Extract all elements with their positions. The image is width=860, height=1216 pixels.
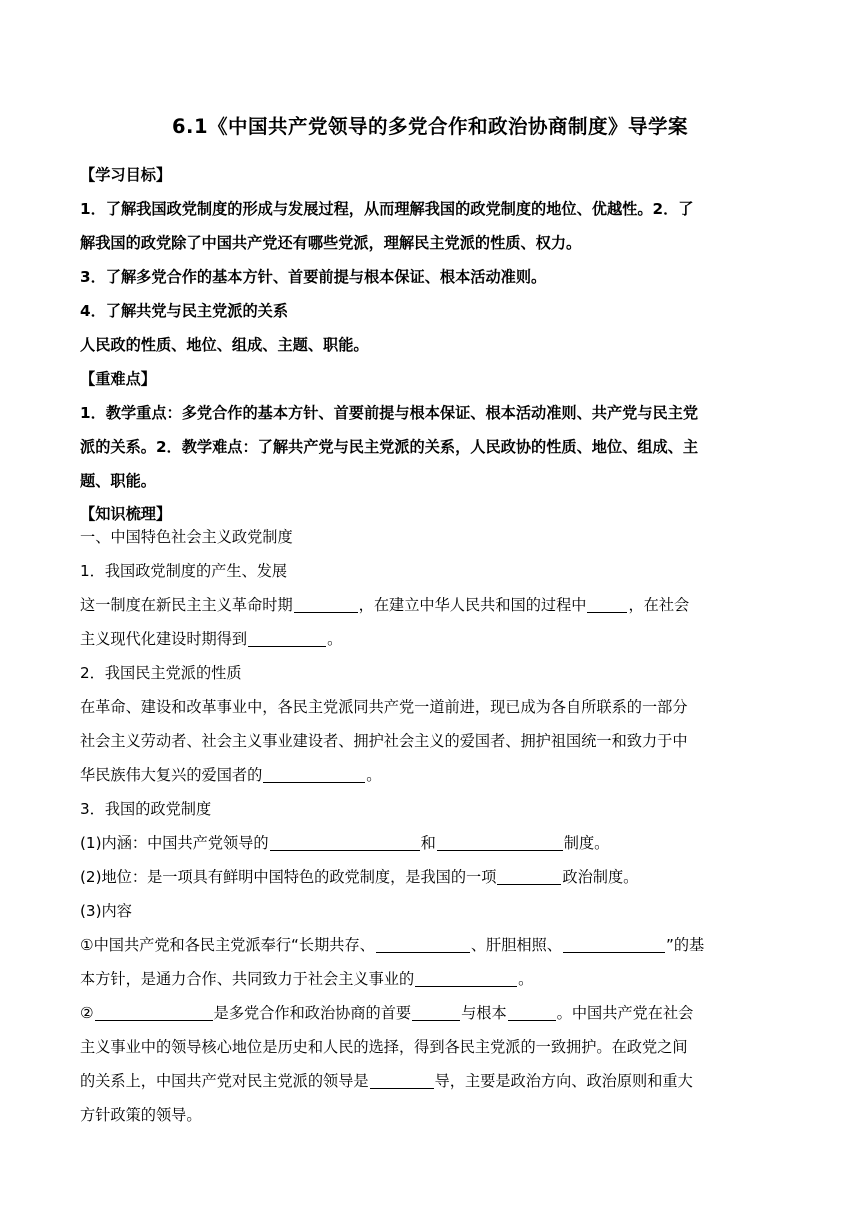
key-points-line-2: 派的关系。2．教学难点：了解共产党与民主党派的关系，人民政协的性质、地位、组成、主	[80, 438, 699, 456]
paragraph-7-line-1: ② 是多党合作和政治协商的首要 与根本 。中国共产党在社会	[80, 1004, 694, 1022]
goals-header: 【学习目标】	[80, 166, 172, 184]
paragraph-4: (2)地位：是一项具有鲜明中国特色的政党制度，是我国的一项 政治制度。	[80, 868, 639, 886]
paragraph-7-line-3: 的关系上，中国共产党对民主党派的领导是 导，主要是政治方向、政治原则和重大	[80, 1072, 693, 1090]
paragraph-1-line-1: 这一制度在新民主主义革命时期 ，在建立中华人民共和国的过程中 ，在社会	[80, 596, 690, 614]
section-1-heading: 一、中国特色社会主义政党制度	[80, 528, 293, 546]
fill-blank[interactable]	[270, 834, 420, 851]
document-title: 6.1《中国共产党领导的多党合作和政治协商制度》导学案	[171, 115, 689, 138]
fill-blank[interactable]	[508, 1004, 556, 1021]
fill-blank[interactable]	[497, 868, 561, 885]
fill-blank[interactable]	[412, 1004, 460, 1021]
goal-line-5: 人民政的性质、地位、组成、主题、职能。	[80, 336, 369, 354]
fill-blank[interactable]	[95, 1004, 213, 1021]
paragraph-2-line-2: 社会主义劳动者、社会主义事业建设者、拥护社会主义的爱国者、拥护祖国统一和致力于中	[80, 732, 688, 750]
fill-blank[interactable]	[263, 766, 365, 783]
goal-line-1: 1．了解我国政党制度的形成与发展过程，从而理解我国的政党制度的地位、优越性。2．了	[80, 200, 694, 218]
fill-blank[interactable]	[563, 936, 665, 953]
knowledge-header: 【知识梳理】	[80, 505, 172, 523]
goal-line-3: 3．了解多党合作的基本方针、首要前提与根本保证、根本活动准则。	[80, 268, 547, 286]
paragraph-3: (1)内涵：中国共产党领导的 和 制度。	[80, 834, 610, 852]
goal-line-4: 4．了解共党与民主党派的关系	[80, 302, 289, 320]
paragraph-7-line-4: 方针政策的领导。	[80, 1106, 202, 1124]
fill-blank[interactable]	[415, 970, 517, 987]
subsection-1-2: 2．我国民主党派的性质	[80, 664, 242, 682]
key-points-line-3: 题、职能。	[80, 472, 156, 490]
key-points-line-1: 1．教学重点：多党合作的基本方针、首要前提与根本保证、根本活动准则、共产党与民主党	[80, 404, 699, 422]
paragraph-6-line-2: 本方针，是通力合作、共同致力于社会主义事业的 。	[80, 970, 534, 988]
goal-line-2: 解我国的政党除了中国共产党还有哪些党派，理解民主党派的性质、权力。	[80, 234, 582, 252]
subsection-1-3: 3．我国的政党制度	[80, 800, 212, 818]
paragraph-2-line-1: 在革命、建设和改革事业中，各民主党派同共产党一道前进，现已成为各自所联系的一部分	[80, 698, 688, 716]
paragraph-5: (3)内容	[80, 902, 132, 920]
paragraph-1-line-2: 主义现代化建设时期得到 。	[80, 630, 343, 648]
subsection-1-1: 1．我国政党制度的产生、发展	[80, 562, 288, 580]
paragraph-6-line-1: ①中国共产党和各民主党派奉行“长期共存、 、肝胆相照、 ”的基	[80, 936, 705, 954]
fill-blank[interactable]	[437, 834, 563, 851]
fill-blank[interactable]	[248, 630, 326, 647]
fill-blank[interactable]	[376, 936, 470, 953]
key-points-header: 【重难点】	[80, 370, 156, 388]
fill-blank[interactable]	[587, 596, 627, 613]
paragraph-2-line-3: 华民族伟大复兴的爱国者的 。	[80, 766, 382, 784]
paragraph-7-line-2: 主义事业中的领导核心地位是历史和人民的选择，得到各民主党派的一致拥护。在政党之间	[80, 1038, 688, 1056]
fill-blank[interactable]	[370, 1072, 434, 1089]
fill-blank[interactable]	[294, 596, 358, 613]
